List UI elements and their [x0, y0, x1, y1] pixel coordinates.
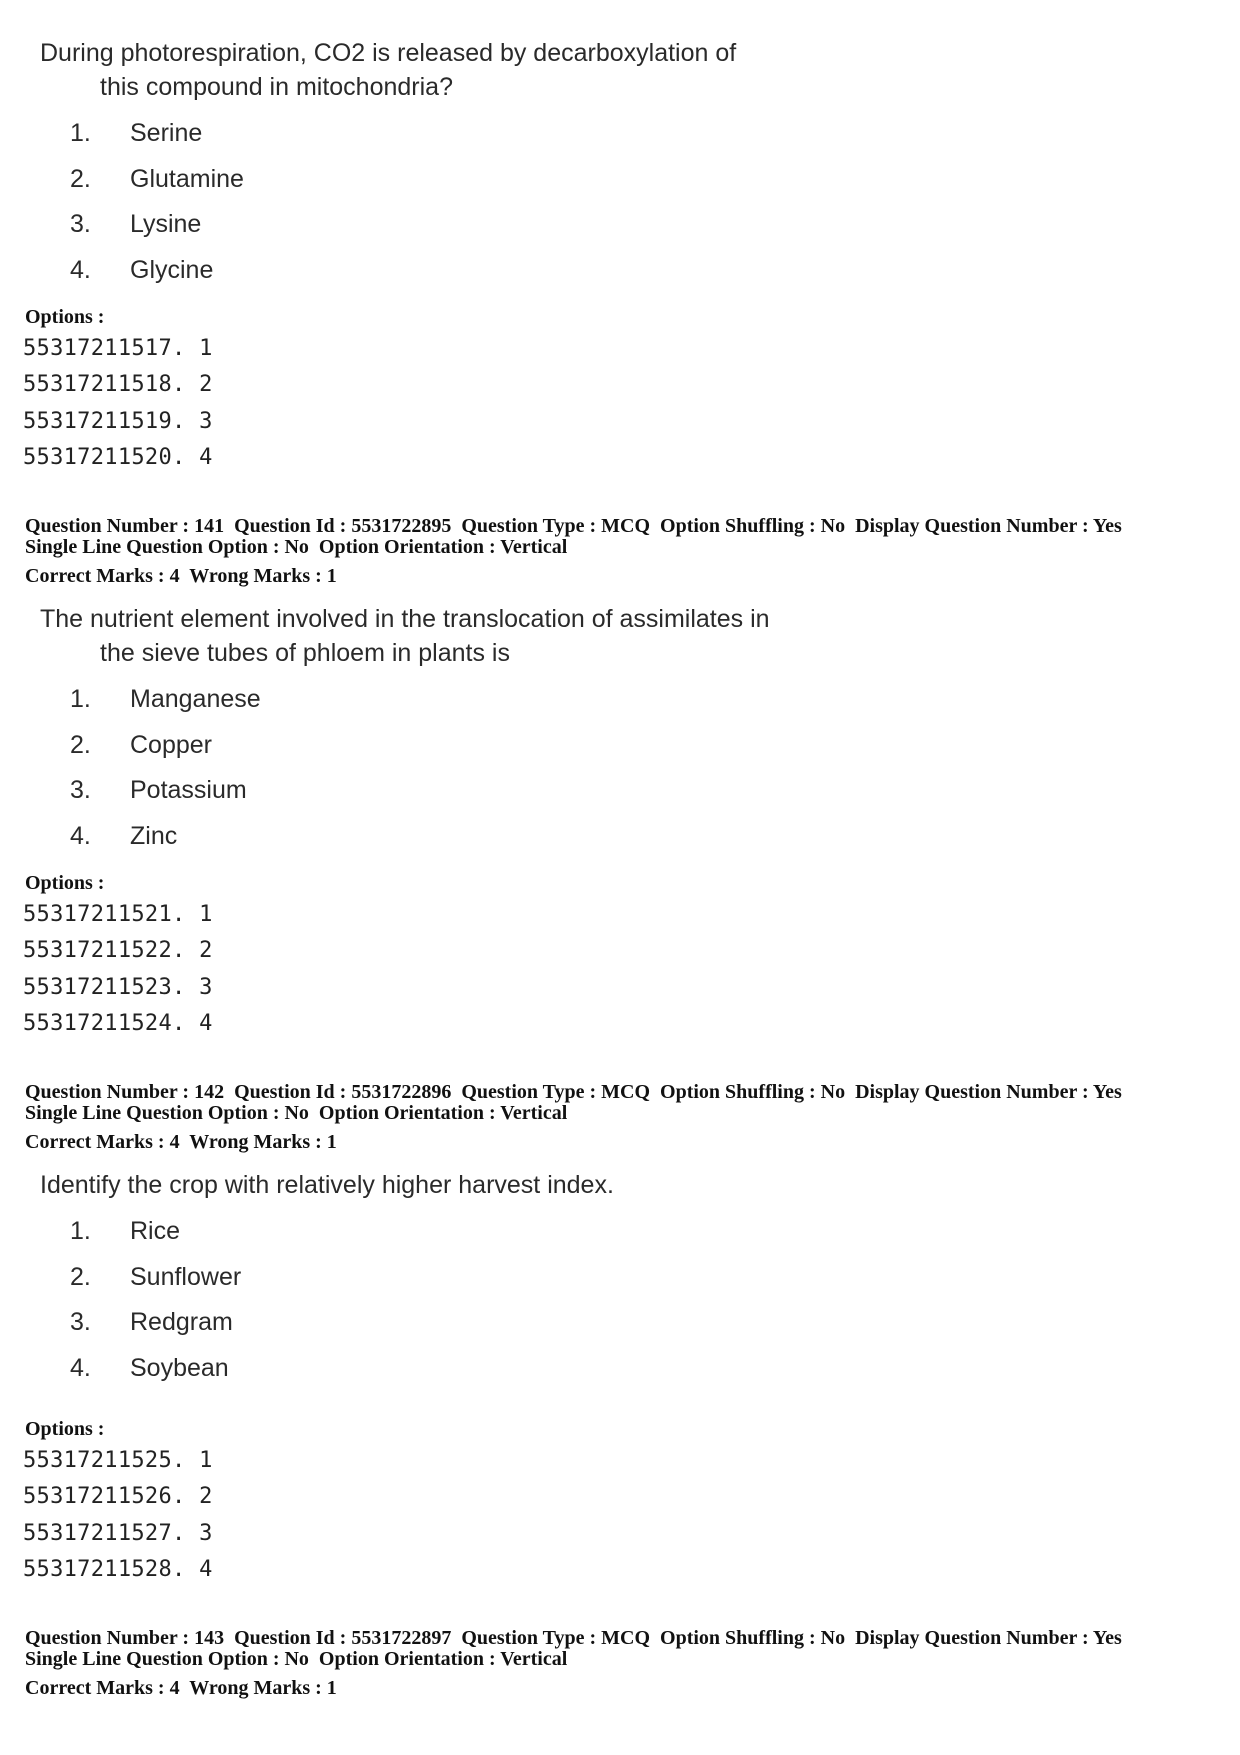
question-142-meta-line2: Single Line Question Option : No Option Orientation : Vertical [25, 1102, 568, 1124]
choice-item [70, 164, 244, 194]
choice-number: 3. [70, 210, 91, 238]
choice-number: 1. [70, 1217, 91, 1245]
question-142-meta: Question Number : 142 Question Id : 5531722896 Question Type : MCQ Option Shuffling : No Display Question Number : Yes [25, 1081, 1122, 1103]
question-143-meta-line2: Single Line Question Option : No Option Orientation : Vertical [25, 1648, 568, 1670]
choice-item [70, 1353, 229, 1383]
choice-item [70, 209, 201, 239]
option-id-row: 55317211527. 3 [23, 1521, 213, 1546]
choice-item [70, 684, 261, 714]
option-id-row: 55317211522. 2 [23, 938, 213, 963]
choice-number: 2. [70, 731, 91, 759]
question-text-line: During photorespiration, CO2 is released by decarboxylation of [40, 39, 737, 67]
choice-number: 3. [70, 1308, 91, 1336]
choice-label: Glutamine [130, 165, 244, 193]
choice-label: Potassium [130, 776, 247, 804]
option-id-row: 55317211523. 3 [23, 975, 213, 1000]
choice-label: Manganese [130, 685, 261, 713]
question-text-line: Identify the crop with relatively higher harvest index. [40, 1171, 614, 1199]
option-id-row: 55317211517. 1 [23, 336, 213, 361]
options-heading: Options : [25, 306, 105, 328]
options-heading: Options : [25, 872, 105, 894]
question-141-meta: Question Number : 141 Question Id : 5531722895 Question Type : MCQ Option Shuffling : No Display Question Number : Yes [25, 515, 1122, 537]
question-141-meta-line2: Single Line Question Option : No Option Orientation : Vertical [25, 536, 568, 558]
option-id-row: 55317211524. 4 [23, 1011, 213, 1036]
choice-label: Serine [130, 119, 203, 147]
choice-number: 3. [70, 776, 91, 804]
question-142-marks: Correct Marks : 4 Wrong Marks : 1 [25, 1131, 337, 1153]
question-text-line: the sieve tubes of phloem in plants is [100, 639, 510, 667]
choice-number: 4. [70, 256, 91, 284]
choice-item [70, 118, 202, 148]
choice-item [70, 821, 177, 851]
choice-number: 1. [70, 119, 91, 147]
choice-number: 1. [70, 685, 91, 713]
option-id-row: 55317211519. 3 [23, 409, 213, 434]
option-id-row: 55317211526. 2 [23, 1484, 213, 1509]
question-143-marks: Correct Marks : 4 Wrong Marks : 1 [25, 1677, 337, 1699]
option-id-row: 55317211518. 2 [23, 372, 213, 397]
question-141-marks: Correct Marks : 4 Wrong Marks : 1 [25, 565, 337, 587]
choice-item [70, 1307, 233, 1337]
choice-item [70, 1216, 180, 1246]
choice-item [70, 730, 212, 760]
choice-label: Sunflower [130, 1263, 242, 1291]
choice-label: Redgram [130, 1308, 233, 1336]
choice-label: Glycine [130, 256, 214, 284]
choice-item [70, 1262, 241, 1292]
question-142-text [40, 1168, 614, 1202]
choice-number: 4. [70, 822, 91, 850]
option-id-row: 55317211528. 4 [23, 1557, 213, 1582]
question-text-line: this compound in mitochondria? [100, 73, 453, 101]
option-id-row: 55317211520. 4 [23, 445, 213, 470]
question-143-meta: Question Number : 143 Question Id : 5531722897 Question Type : MCQ Option Shuffling : No Display Question Number : Yes [25, 1627, 1122, 1649]
option-id-row: 55317211521. 1 [23, 902, 213, 927]
choice-number: 2. [70, 165, 91, 193]
choice-label: Zinc [130, 822, 178, 850]
choice-item [70, 255, 213, 285]
choice-number: 2. [70, 1263, 91, 1291]
question-text-line: The nutrient element involved in the translocation of assimilates in [40, 605, 770, 633]
question-140-text [40, 36, 736, 104]
choice-label: Soybean [130, 1354, 229, 1382]
choice-label: Rice [130, 1217, 181, 1245]
question-141-text [40, 602, 770, 670]
choice-number: 4. [70, 1354, 91, 1382]
choice-item [70, 775, 247, 805]
options-heading: Options : [25, 1418, 105, 1440]
choice-label: Lysine [130, 210, 202, 238]
option-id-row: 55317211525. 1 [23, 1448, 213, 1473]
choice-label: Copper [130, 731, 212, 759]
